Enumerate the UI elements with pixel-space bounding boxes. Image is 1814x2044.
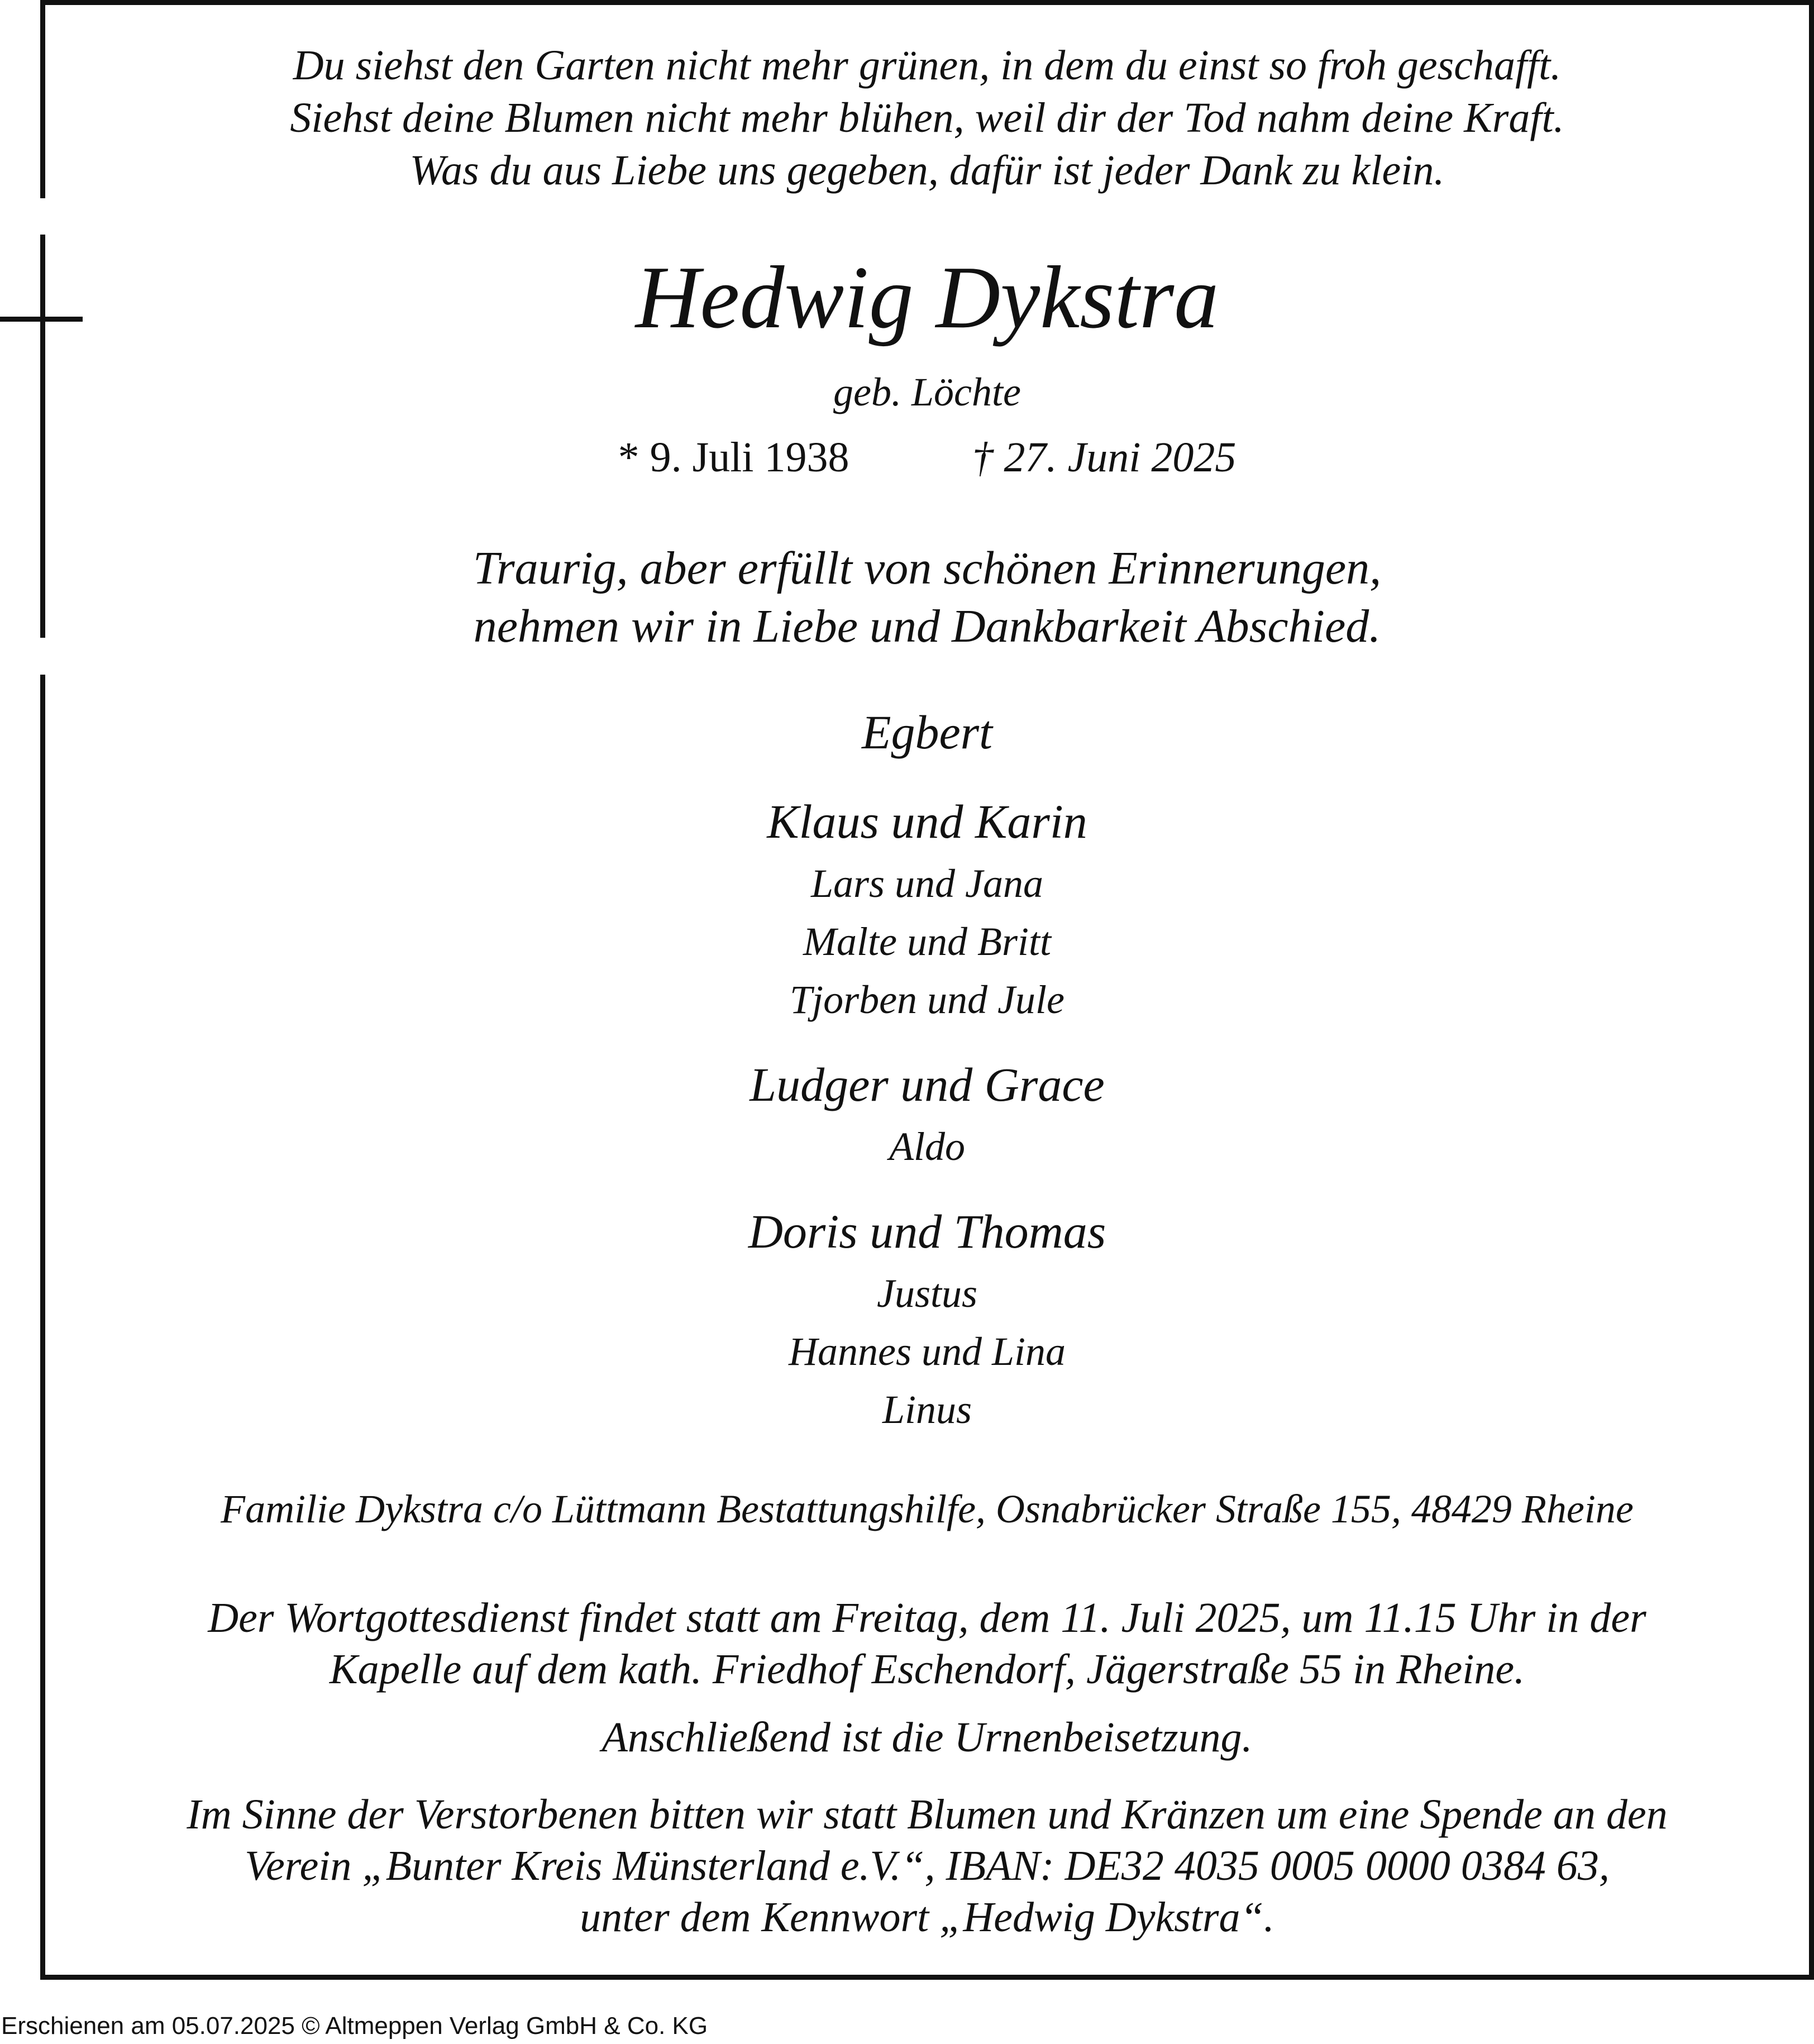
spouse-name: Egbert bbox=[861, 705, 993, 759]
grandchild: Hannes und Lina bbox=[788, 1329, 1066, 1374]
family-couple: Klaus und Karin bbox=[767, 795, 1087, 848]
service-line-2: Kapelle auf dem kath. Friedhof Eschendorf, Jägerstraße 55 in Rheine. bbox=[329, 1646, 1525, 1693]
life-dates bbox=[67, 433, 1787, 482]
frame-left-border-upper bbox=[40, 0, 45, 198]
grandchild: Malte und Britt bbox=[803, 919, 1051, 964]
grandchild: Aldo bbox=[889, 1124, 965, 1169]
donation-line-3: unter dem Kennwort „Hedwig Dykstra“. bbox=[580, 1894, 1274, 1941]
poem-line-1: Du siehst den Garten nicht mehr grünen, in dem du einst so froh geschafft. bbox=[293, 42, 1562, 89]
frame-right-border bbox=[1809, 0, 1814, 1980]
death-date: † 27. Juni 2025 bbox=[972, 434, 1237, 481]
urn-burial-note: Anschließend ist die Urnenbeisetzung. bbox=[602, 1714, 1253, 1761]
donation-line-2: Verein „Bunter Kreis Münsterland e.V.“, IBAN: DE32 4035 0005 0000 0384 63, bbox=[245, 1842, 1610, 1889]
frame-top-border bbox=[40, 0, 1814, 5]
grandchild: Lars und Jana bbox=[810, 861, 1044, 906]
donation-line-1: Im Sinne der Verstorbenen bitten wir statt Blumen und Kränzen um eine Spende an den bbox=[187, 1791, 1668, 1838]
family-couple: Doris und Thomas bbox=[748, 1205, 1106, 1258]
maiden-name: geb. Löchte bbox=[833, 370, 1021, 414]
grandchild: Justus bbox=[877, 1271, 977, 1316]
contact-address: Familie Dykstra c/o Lüttmann Bestattungshilfe, Osnabrücker Straße 155, 48429 Rheine bbox=[221, 1487, 1634, 1531]
frame-left-border-lower bbox=[40, 675, 45, 1980]
publication-footer: Erschienen am 05.07.2025 © Altmeppen Verlag GmbH & Co. KG bbox=[1, 2012, 708, 2040]
grandchild: Tjorben und Jule bbox=[790, 977, 1064, 1022]
deceased-name: Hedwig Dykstra bbox=[635, 247, 1219, 347]
cross-vertical-bar bbox=[40, 235, 45, 638]
frame-bottom-border bbox=[40, 1975, 1814, 1980]
family-couple: Ludger und Grace bbox=[750, 1058, 1105, 1111]
farewell-line-2: nehmen wir in Liebe und Dankbarkeit Abschied. bbox=[473, 600, 1381, 652]
poem-line-2: Siehst deine Blumen nicht mehr blühen, weil dir der Tod nahm deine Kraft. bbox=[290, 94, 1564, 141]
grandchild: Linus bbox=[882, 1387, 972, 1432]
service-line-1: Der Wortgottesdienst findet statt am Freitag, dem 11. Juli 2025, um 11.15 Uhr in der bbox=[208, 1594, 1646, 1641]
poem-line-3: Was du aus Liebe uns gegeben, dafür ist jeder Dank zu klein. bbox=[409, 147, 1445, 194]
farewell-line-1: Traurig, aber erfüllt von schönen Erinnerungen, bbox=[472, 542, 1382, 594]
birth-date: * 9. Juli 1938 bbox=[618, 434, 849, 481]
